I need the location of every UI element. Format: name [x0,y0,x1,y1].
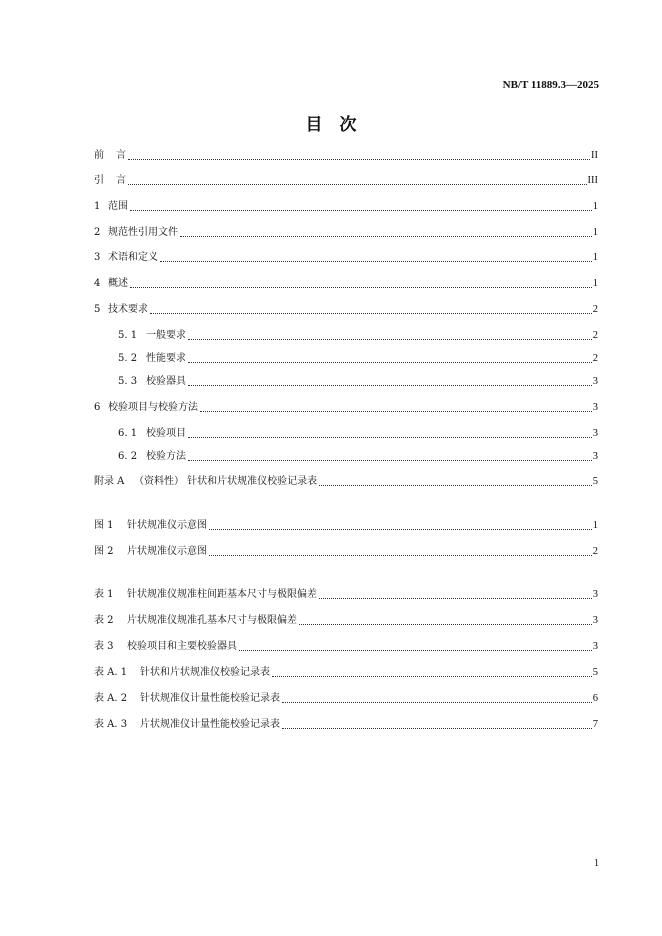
dot-leader [282,727,592,729]
toc-entry-1[interactable] [94,200,598,214]
dot-leader [160,260,592,262]
toc-page: 2 [592,546,598,557]
toc-page: 3 [592,376,598,387]
toc-number: 6 [94,402,101,413]
toc-entry-6-2[interactable] [118,450,598,464]
dot-leader [130,286,592,288]
toc-page: 7 [592,719,598,730]
toc-page: 6 [592,693,598,704]
dot-leader [209,554,592,556]
toc-title: 校验方法 [146,451,186,462]
toc-title: 针状和片状规准仪校验记录表 [140,667,270,678]
toc-title: 校验项目和主要校验器具 [127,641,237,652]
dot-leader [299,623,592,625]
toc-number: 表 A. 3 [94,719,128,730]
toc-entry-5-2[interactable] [118,352,598,366]
dot-leader [128,158,590,160]
dot-leader [209,528,592,530]
dot-leader [272,675,592,677]
toc-number: 5 [94,304,101,315]
toc-entry-table-2[interactable] [94,614,598,628]
toc-title: 言 [116,175,126,186]
toc-entry-table-a2[interactable] [94,692,598,706]
toc-title: 术语和定义 [108,252,158,263]
dot-leader [319,597,592,599]
dot-leader [150,312,592,314]
toc-number: 5. 1 [118,330,138,341]
toc-number: 4 [94,278,101,289]
dot-leader [188,361,592,363]
toc-title: 范围 [108,201,128,212]
toc-title: 片状规准仪示意图 [127,546,207,557]
toc-number: 前 [94,150,104,161]
toc-page: 3 [592,641,598,652]
toc-page: 1 [592,278,598,289]
toc-title: 言 [116,150,126,161]
toc-title: 概述 [108,278,128,289]
toc-page: 3 [592,402,598,413]
toc-entry-figure-1[interactable] [94,519,598,533]
dot-leader [282,701,592,703]
toc-number: 表 A. 1 [94,667,128,678]
toc-title: 校验项目 [146,428,186,439]
toc-page: 1 [592,252,598,263]
toc-number: 图 1 [94,520,114,531]
dot-leader [128,183,587,185]
toc-title: 针状规准仪规准柱间距基本尺寸与极限偏差 [127,589,317,600]
toc-entry-4[interactable] [94,277,598,291]
toc-page: 1 [592,201,598,212]
standard-number: NB/T 11889.3—2025 [502,79,599,91]
toc-title: 规范性引用文件 [108,227,178,238]
toc-entry-5-3[interactable] [118,375,598,389]
toc-page: 3 [592,615,598,626]
dot-leader [130,209,592,211]
toc-title: 技术要求 [108,304,148,315]
toc-number: 5. 2 [118,353,138,364]
toc-title: 一般要求 [146,330,186,341]
toc-entry-table-a3[interactable] [94,718,598,732]
toc-page: 5 [592,667,598,678]
toc-entry-5[interactable] [94,303,598,317]
toc-number: 2 [94,227,101,238]
toc-entry-introduction[interactable] [94,174,598,188]
toc-entry-table-3[interactable] [94,640,598,654]
toc-entry-table-1[interactable] [94,588,598,602]
toc-number: 1 [94,201,101,212]
toc-page: 3 [592,451,598,462]
toc-page: 3 [592,589,598,600]
dot-leader [239,649,592,651]
toc-number: 引 [94,175,104,186]
toc-title: 针状规准仪计量性能校验记录表 [140,693,280,704]
toc-page: 2 [592,353,598,364]
page-title: 目次 [305,115,374,135]
toc-page: 2 [592,330,598,341]
dot-leader [319,484,592,486]
toc-number: 3 [94,252,101,263]
dot-leader [188,459,592,461]
toc-number: 表 3 [94,641,114,652]
toc-title: 片状规准仪规准孔基本尺寸与极限偏差 [127,615,297,626]
toc-page: II [591,150,598,161]
toc-page: III [587,175,598,186]
toc-title: 校验器具 [146,376,186,387]
toc-page: 3 [592,428,598,439]
toc-page: 1 [592,520,598,531]
toc-title: 针状规准仪示意图 [127,520,207,531]
dot-leader [188,338,592,340]
toc-entry-5-1[interactable] [118,329,598,343]
toc-entry-table-a1[interactable] [94,666,598,680]
toc-title: （资料性） 针状和片状规准仪校验记录表 [134,476,318,487]
toc-entry-6[interactable] [94,401,598,415]
dot-leader [200,410,592,412]
toc-page: 2 [592,304,598,315]
toc-entry-figure-2[interactable] [94,545,598,559]
toc-entry-appendix-a[interactable] [94,475,598,489]
toc-entry-2[interactable] [94,226,598,240]
toc-title: 片状规准仪计量性能校验记录表 [140,719,280,730]
toc-number: 6. 2 [118,451,138,462]
toc-title: 性能要求 [146,353,186,364]
toc-number: 表 A. 2 [94,693,128,704]
toc-number: 5. 3 [118,376,138,387]
toc-number: 图 2 [94,546,114,557]
toc-title: 校验项目与校验方法 [108,402,198,413]
toc-number: 表 1 [94,589,114,600]
toc-page: 5 [592,476,598,487]
page-number: 1 [594,858,599,869]
toc-entry-3[interactable] [94,251,598,265]
toc-number: 附录 A [94,476,125,487]
toc-entry-foreword[interactable] [94,149,598,163]
dot-leader [188,384,592,386]
dot-leader [188,436,592,438]
toc-entry-6-1[interactable] [118,427,598,441]
toc-page: 1 [592,227,598,238]
toc-number: 6. 1 [118,428,138,439]
toc-number: 表 2 [94,615,114,626]
dot-leader [180,235,592,237]
